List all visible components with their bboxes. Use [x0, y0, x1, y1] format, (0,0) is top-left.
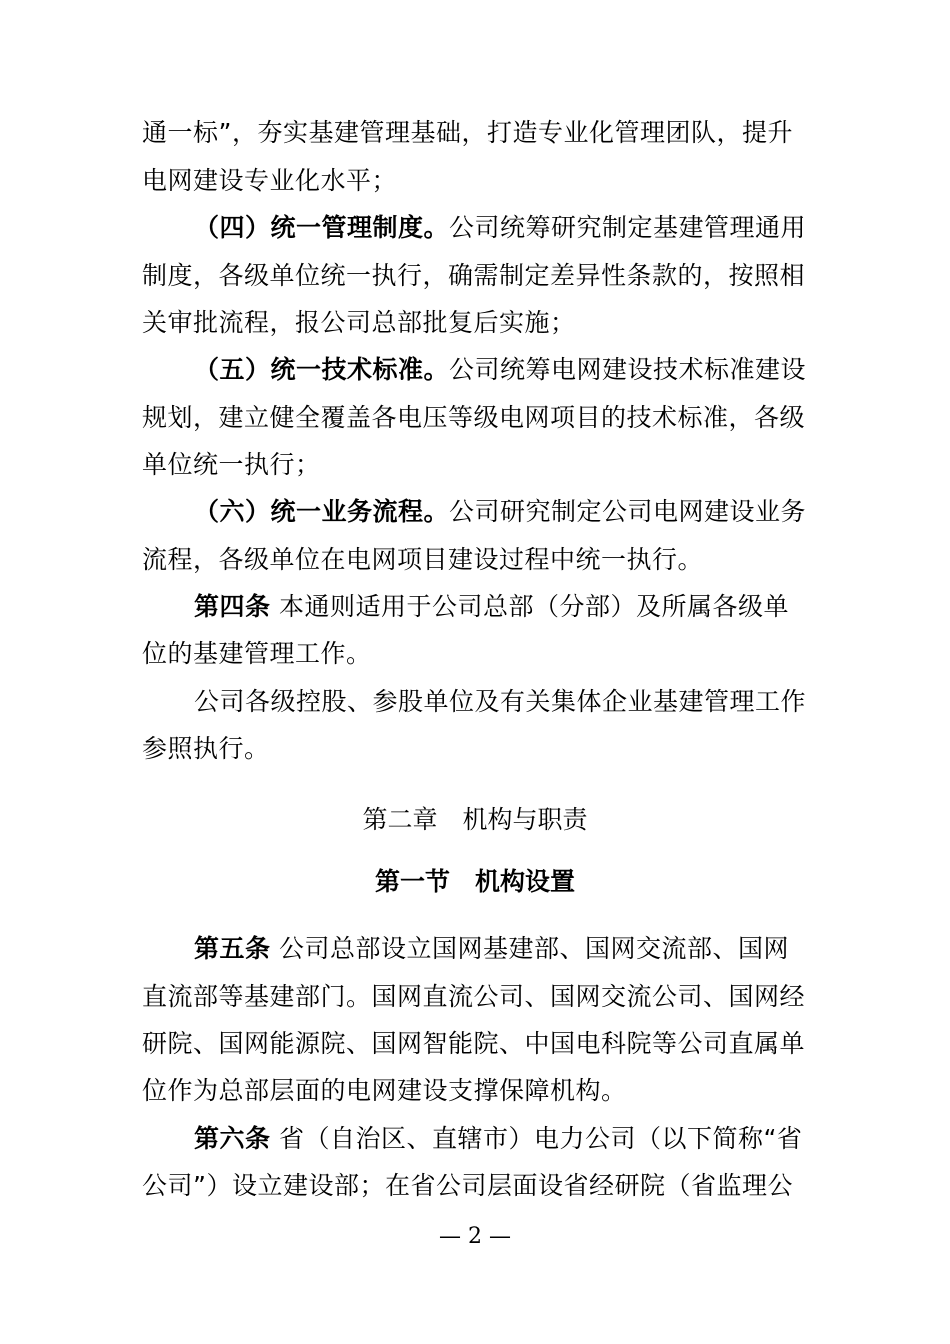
- section-title: 第一节 机构设置: [374, 867, 575, 896]
- item-text: 公司统筹电网建设技术标准建设: [449, 355, 807, 384]
- text-line: 公司”）设立建设部；在省公司层面设省经研院（省监理公: [142, 1171, 793, 1200]
- text-line: 电网建设专业化水平；: [142, 166, 398, 195]
- text-line: 参照执行。: [142, 734, 270, 763]
- article-text: 公司总部设立国网基建部、国网交流部、国网: [270, 934, 789, 963]
- article-line: [194, 590, 789, 624]
- article-line: [194, 1122, 802, 1156]
- text-line: 制度，各级单位统一执行，确需制定差异性条款的，按照相: [142, 261, 806, 290]
- text-line: 单位统一执行；: [142, 450, 321, 479]
- article-text: 省（自治区、直辖市）电力公司（以下简称“省: [270, 1124, 803, 1153]
- article-heading: 第六条: [194, 1124, 271, 1153]
- item-text: 公司研究制定公司电网建设业务: [449, 497, 807, 526]
- chapter-title: 第二章 机构与职责: [362, 805, 588, 834]
- text-line: 流程，各级单位在电网项目建设过程中统一执行。: [142, 545, 704, 574]
- text-line: 位作为总部层面的电网建设支撑保障机构。: [142, 1076, 627, 1105]
- item-heading: （六）统一业务流程。: [194, 497, 450, 526]
- item-heading: （四）统一管理制度。: [194, 213, 450, 242]
- article-heading: 第四条: [194, 592, 271, 621]
- text-line: 研院、国网能源院、国网智能院、中国电科院等公司直属单: [142, 1029, 806, 1058]
- paragraph-line: [194, 353, 806, 387]
- item-text: 公司统筹研究制定基建管理通用: [449, 213, 807, 242]
- article-text: 本通则适用于公司总部（分部）及所属各级单: [270, 592, 789, 621]
- text-line: 直流部等基建部门。国网直流公司、国网交流公司、国网经: [142, 982, 806, 1011]
- paragraph-line: [194, 211, 806, 245]
- text-line: 通一标”，夯实基建管理基础，打造专业化管理团队，提升: [142, 118, 793, 147]
- article-line: [194, 932, 789, 966]
- text-line: 规划，建立健全覆盖各电压等级电网项目的技术标准，各级: [142, 403, 806, 432]
- page-number: — 2 —: [439, 1224, 511, 1249]
- item-heading: （五）统一技术标准。: [194, 355, 450, 384]
- paragraph-line: [194, 495, 806, 529]
- article-heading: 第五条: [194, 934, 271, 963]
- text-line: 关审批流程，报公司总部批复后实施；: [142, 308, 576, 337]
- text-line: 位的基建管理工作。: [142, 639, 372, 668]
- text-line: 公司各级控股、参股单位及有关集体企业基建管理工作: [194, 687, 807, 716]
